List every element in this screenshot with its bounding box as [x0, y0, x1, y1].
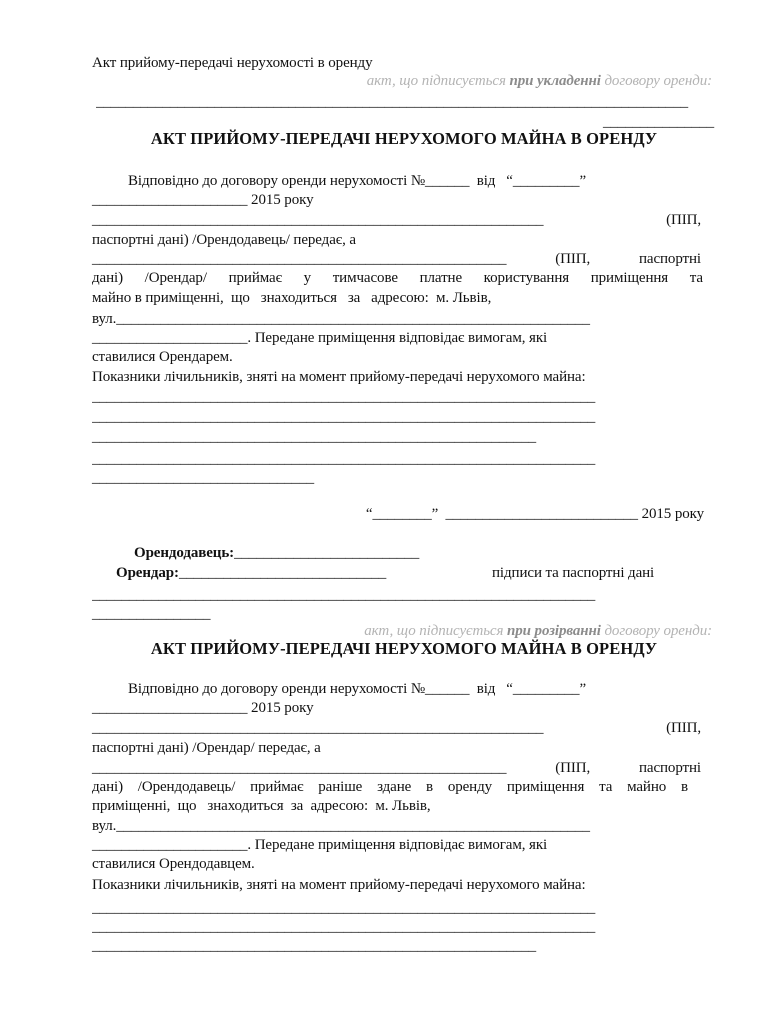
section2-party1-continuation: паспортні дані) /Орендар/ передає, а — [92, 740, 321, 756]
section1-meter-line: ______________________________ — [92, 470, 315, 486]
section1-location-line: майно в приміщенні, що знаходиться за адресою: м. Львів, — [92, 290, 492, 306]
section1-end-line: ________________ — [92, 606, 211, 622]
section2-location-line: приміщенні, що знаходиться за адресою: м. Львів, — [92, 798, 431, 814]
signatures-note: підписи та паспортні дані — [492, 565, 655, 581]
section1-meter-line: ____________________________________________________________________ — [92, 451, 596, 467]
section1-signing-date: “________” __________________________ 2015 року — [365, 506, 704, 522]
blank-line-short: _______________ — [602, 114, 714, 130]
section1-meter-line: ____________________________________________________________________ — [92, 389, 596, 405]
tenant-signature-line: ____________________________ — [178, 565, 387, 581]
note-signed-at-conclusion: акт, що підписується при укладенні договору оренди: — [366, 73, 712, 89]
section1-compliance-line: _____________________. Передане приміщення відповідає вимогам, які — [92, 330, 548, 346]
section2-meter-line: ____________________________________________________________________ — [92, 919, 596, 935]
section2-party2-line: ________________________________________________________ (ПІП, паспортні — [92, 760, 701, 776]
section2-compliance-line: _____________________. Передане приміщення відповідає вимогам, які — [92, 837, 548, 853]
section1-end-line: ____________________________________________________________________ — [92, 587, 596, 603]
section2-date-line: _____________________ 2015 року — [92, 700, 314, 716]
section1-landlord-signature — [134, 544, 419, 562]
section2-meter-line: ____________________________________________________________________ — [92, 900, 596, 916]
section2-party1-line: _____________________________________________________________ (ПІП, — [92, 720, 701, 736]
section1-date-line: _____________________ 2015 року — [92, 192, 314, 208]
section1-party1-line: _____________________________________________________________ (ПІП, — [92, 212, 701, 228]
section1-party2-line: ________________________________________________________ (ПІП, паспортні — [92, 251, 701, 267]
landlord-label: Орендодавець: — [134, 545, 235, 561]
section2-meter-line: ____________________________________________________________ — [92, 938, 537, 954]
section1-accept-line: дані) /Орендар/ приймає у тимчасове платне користування приміщення та — [92, 270, 703, 286]
section2-title: АКТ ПРИЙОМУ-ПЕРЕДАЧІ НЕРУХОМОГО МАЙНА В ОРЕНДУ — [150, 639, 658, 658]
section1-meter-line: ____________________________________________________________________ — [92, 409, 596, 425]
section2-contract-reference: Відповідно до договору оренди нерухомості №______ від “_________” — [128, 681, 586, 697]
section1-party1-continuation: паспортні дані) /Орендодавець/ передає, а — [92, 232, 356, 248]
section2-accept-line: дані) /Орендодавець/ приймає раніше здане в оренду приміщення та майно в — [92, 779, 688, 795]
section2-compliance-continuation: ставилися Орендодавцем. — [92, 856, 255, 872]
doc-title: Акт прийому-передачі нерухомості в оренду — [92, 55, 373, 71]
section1-street-line: вул.________________________________________________________________ — [92, 311, 590, 327]
section1-title: АКТ ПРИЙОМУ-ПЕРЕДАЧІ НЕРУХОМОГО МАЙНА В ОРЕНДУ — [150, 129, 658, 148]
landlord-signature-line: _________________________ — [234, 545, 420, 561]
section2-meters-label: Показники лічильників, зняті на момент прийому-передачі нерухомого майна: — [92, 877, 586, 893]
section1-compliance-continuation: ставилися Орендарем. — [92, 349, 233, 365]
note-signed-at-termination: акт, що підписується при розірванні договору оренди: — [364, 623, 712, 639]
tenant-label: Орендар: — [116, 565, 179, 581]
section1-meter-line: ____________________________________________________________ — [92, 429, 537, 445]
blank-line: ________________________________________________________________________________ — [96, 94, 689, 110]
section1-contract-reference: Відповідно до договору оренди нерухомості №______ від “_________” — [128, 173, 586, 189]
section1-tenant-signature — [116, 564, 386, 582]
section2-street-line: вул.________________________________________________________________ — [92, 818, 590, 834]
section1-meters-label: Показники лічильників, зняті на момент прийому-передачі нерухомого майна: — [92, 369, 586, 385]
